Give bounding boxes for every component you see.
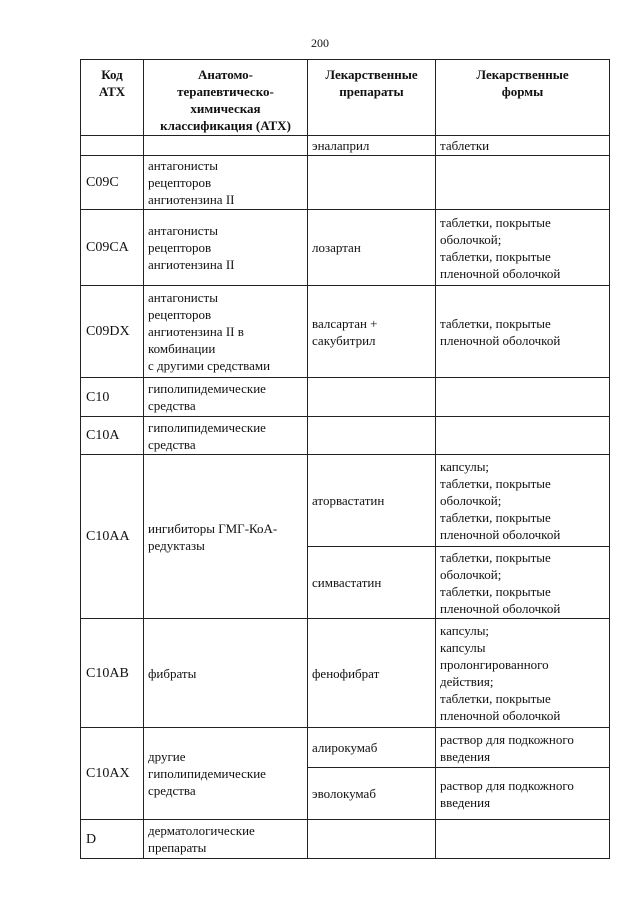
cell-code: C09C <box>81 156 144 210</box>
header-atx-classification: Анатомо- терапевтическо- химическая классификация (АТХ) <box>144 60 308 136</box>
cell-classification: антагонисты рецепторов ангиотензина II <box>144 210 308 286</box>
cell-drug: аторвастатин <box>308 455 436 547</box>
cell-forms: раствор для подкожного введения <box>436 768 610 820</box>
cell-forms: таблетки, покрытые оболочкой; таблетки, покрытые пленочной оболочкой <box>436 547 610 619</box>
cell-drug: эволокумаб <box>308 768 436 820</box>
cell-forms <box>436 156 610 210</box>
table-row <box>81 286 610 378</box>
table-row <box>81 156 610 210</box>
page-number: 200 <box>311 36 329 50</box>
cell-code: D <box>81 820 144 859</box>
cell-forms: таблетки, покрытые оболочкой; таблетки, покрытые пленочной оболочкой <box>436 210 610 286</box>
cell-classification: дерматологические препараты <box>144 820 308 859</box>
table-row <box>81 619 610 728</box>
cell-drug: валсартан + сакубитрил <box>308 286 436 378</box>
cell-forms <box>436 378 610 417</box>
cell-forms: капсулы; таблетки, покрытые оболочкой; таблетки, покрытые пленочной оболочкой <box>436 455 610 547</box>
cell-code: C09CA <box>81 210 144 286</box>
header-atx-code: Код АТХ <box>81 60 144 136</box>
cell-forms <box>436 417 610 455</box>
cell-drug: эналаприл <box>308 136 436 156</box>
cell-classification: гиполипидемические средства <box>144 417 308 455</box>
table-header-row <box>81 60 610 136</box>
cell-classification: гиполипидемические средства <box>144 378 308 417</box>
table-row <box>81 136 610 156</box>
cell-code: C10AA <box>81 455 144 619</box>
cell-classification: ингибиторы ГМГ-КоА- редуктазы <box>144 455 308 619</box>
cell-code: C10A <box>81 417 144 455</box>
table-row <box>81 455 610 547</box>
cell-classification: антагонисты рецепторов ангиотензина II в комбинации с другими средствами <box>144 286 308 378</box>
table-row <box>81 417 610 455</box>
cell-drug: алирокумаб <box>308 728 436 768</box>
cell-drug <box>308 378 436 417</box>
cell-classification: фибраты <box>144 619 308 728</box>
cell-drug: симвастатин <box>308 547 436 619</box>
cell-classification: другие гиполипидемические средства <box>144 728 308 820</box>
cell-code <box>81 136 144 156</box>
cell-forms <box>436 820 610 859</box>
cell-classification <box>144 136 308 156</box>
cell-drug <box>308 417 436 455</box>
atx-drug-table <box>80 59 610 859</box>
cell-forms: таблетки <box>436 136 610 156</box>
header-drugs: Лекарственные препараты <box>308 60 436 136</box>
cell-forms: таблетки, покрытые пленочной оболочкой <box>436 286 610 378</box>
table-row <box>81 820 610 859</box>
cell-drug: лозартан <box>308 210 436 286</box>
cell-classification: антагонисты рецепторов ангиотензина II <box>144 156 308 210</box>
cell-code: C10AB <box>81 619 144 728</box>
cell-drug: фенофибрат <box>308 619 436 728</box>
header-dosage-forms: Лекарственные формы <box>436 60 610 136</box>
cell-forms: капсулы; капсулы пролонгированного действия; таблетки, покрытые пленочной оболочкой <box>436 619 610 728</box>
cell-code: C09DX <box>81 286 144 378</box>
cell-forms: раствор для подкожного введения <box>436 728 610 768</box>
table-row <box>81 210 610 286</box>
cell-drug <box>308 820 436 859</box>
table-row <box>81 728 610 768</box>
cell-drug <box>308 156 436 210</box>
cell-code: C10AX <box>81 728 144 820</box>
cell-code: C10 <box>81 378 144 417</box>
table-row <box>81 378 610 417</box>
